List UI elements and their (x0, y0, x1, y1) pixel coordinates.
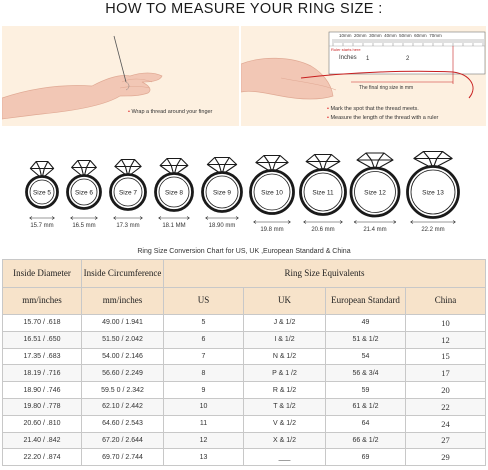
table-row (3, 365, 486, 382)
cell-china-size: 10 (406, 315, 486, 332)
ruler-inches-label: Inches (339, 55, 357, 61)
cell-european-size: 56 & 3/4 (326, 365, 406, 382)
ring-size-label: Size 11 (312, 189, 334, 197)
diameter-arrow (304, 221, 343, 224)
cell-inside-circumference: 51.50 / 2.042 (82, 331, 164, 348)
diameter-arrow (159, 217, 190, 220)
cell-uk-size: J & 1/2 (244, 315, 326, 332)
table-row (3, 449, 486, 466)
ring-size-9 (203, 158, 242, 230)
ring-size-label: Size 8 (164, 189, 184, 197)
cell-european-size: 54 (326, 348, 406, 365)
table-row (3, 315, 486, 332)
ring-size-10 (251, 156, 294, 234)
cell-inside-diameter: 22.20 / .874 (3, 449, 82, 466)
ring-diameter-label: 17.3 mm (116, 223, 140, 229)
table-row (3, 398, 486, 415)
ring-size-label: Size 12 (364, 189, 386, 197)
ring-size-12 (351, 153, 399, 233)
header-inside-circumference: Inside Circumference (82, 260, 164, 288)
cell-european-size: 64 (326, 415, 406, 432)
cell-inside-circumference: 64.60 / 2.543 (82, 415, 164, 432)
diameter-arrow (114, 217, 143, 220)
cell-inside-diameter: 20.60 / .810 (3, 415, 82, 432)
table-row (3, 382, 486, 399)
diameter-arrow (354, 221, 396, 224)
header-uk: UK (244, 288, 326, 315)
page-title: HOW TO MEASURE YOUR RING SIZE : (105, 1, 383, 17)
table-row (3, 331, 486, 348)
ruler-mm-labels: 10mm 20mm 30mm 40mm 50mm 60mm 70mm (339, 33, 442, 38)
table-row (3, 415, 486, 432)
cell-us-size: 8 (164, 365, 244, 382)
diameter-arrow (71, 217, 98, 220)
cell-uk-size: ___ (244, 449, 326, 466)
cell-european-size: 61 & 1/2 (326, 398, 406, 415)
final-size-label: The final ring size in mm (359, 85, 414, 91)
table-row (3, 432, 486, 449)
cell-inside-circumference: 56.60 / 2.249 (82, 365, 164, 382)
ring-diameter-label: 16.5 mm (72, 223, 96, 229)
ring-diameter-label: 19.8 mm (260, 227, 284, 233)
ring-diameter-label: 22.2 mm (421, 227, 445, 233)
cell-uk-size: V & 1/2 (244, 415, 326, 432)
ring-diameter-label: 21.4 mm (363, 227, 387, 233)
cell-china-size: 29 (406, 449, 486, 466)
cell-us-size: 5 (164, 315, 244, 332)
cell-european-size: 59 (326, 382, 406, 399)
header-inside-diameter: Inside Diameter (3, 260, 82, 288)
cell-inside-circumference: 69.70 / 2.744 (82, 449, 164, 466)
cell-china-size: 20 (406, 382, 486, 399)
cell-uk-size: X & 1/2 (244, 432, 326, 449)
cell-china-size: 17 (406, 365, 486, 382)
cell-uk-size: N & 1/2 (244, 348, 326, 365)
ruler-inch-1: 1 (366, 56, 370, 62)
diameter-arrow (30, 217, 55, 220)
cell-china-size: 24 (406, 415, 486, 432)
step-wrap-thread-panel (2, 26, 239, 126)
cell-us-size: 9 (164, 382, 244, 399)
cell-european-size: 69 (326, 449, 406, 466)
diameter-arrow (254, 221, 291, 224)
header-dia-units: mm/inches (3, 288, 82, 315)
cell-china-size: 27 (406, 432, 486, 449)
ring-size-label: Size 9 (212, 189, 232, 197)
ring-diameter-label: 15.7 mm (30, 223, 54, 229)
ring-size-label: Size 6 (74, 189, 94, 197)
conversion-chart-caption: Ring Size Conversion Chart for US, UK ,European Standard & China (137, 248, 351, 255)
cell-uk-size: T & 1/2 (244, 398, 326, 415)
ring-size-label: Size 13 (422, 189, 444, 197)
cell-inside-circumference: 62.10 / 2.442 (82, 398, 164, 415)
ring-size-11 (301, 155, 346, 234)
ring-size-13 (408, 152, 459, 234)
cell-us-size: 13 (164, 449, 244, 466)
ring-size-6 (68, 161, 101, 230)
wrap-thread-caption: • Wrap a thread around your finger (128, 109, 213, 115)
cell-inside-diameter: 19.80 / .778 (3, 398, 82, 415)
ruler-starts-label: Ruler starts here (331, 47, 361, 52)
cell-us-size: 10 (164, 398, 244, 415)
cell-european-size: 49 (326, 315, 406, 332)
cell-inside-diameter: 16.51 / .650 (3, 331, 82, 348)
cell-uk-size: I & 1/2 (244, 331, 326, 348)
cell-uk-size: R & 1/2 (244, 382, 326, 399)
header-ring-size-equivalents: Ring Size Equivalents (164, 260, 486, 288)
cell-us-size: 7 (164, 348, 244, 365)
cell-inside-diameter: 21.40 / .842 (3, 432, 82, 449)
header-european: European Standard (326, 288, 406, 315)
header-china: China (406, 288, 486, 315)
cell-china-size: 15 (406, 348, 486, 365)
cell-inside-diameter: 17.35 / .683 (3, 348, 82, 365)
cell-inside-circumference: 59.5 0 / 2.342 (82, 382, 164, 399)
ring-size-label: Size 10 (261, 189, 283, 197)
ring-size-5 (27, 162, 58, 230)
ring-diameter-label: 20.6 mm (311, 227, 335, 233)
cell-china-size: 22 (406, 398, 486, 415)
ring-size-label: Size 5 (32, 189, 52, 197)
ring-size-conversion-table (2, 259, 486, 466)
measure-length-caption: • Measure the length of the thread with a ruler (327, 115, 439, 121)
table-header-row-2 (3, 288, 486, 315)
step-measure-panel (241, 26, 486, 126)
cell-european-size: 51 & 1/2 (326, 331, 406, 348)
table-header-row-1 (3, 260, 486, 288)
cell-inside-diameter: 18.19 / .716 (3, 365, 82, 382)
cell-us-size: 11 (164, 415, 244, 432)
cell-european-size: 66 & 1/2 (326, 432, 406, 449)
header-us: US (164, 288, 244, 315)
cell-inside-circumference: 49.00 / 1.941 (82, 315, 164, 332)
cell-us-size: 6 (164, 331, 244, 348)
ring-diameter-label: 18.90 mm (208, 223, 236, 229)
table-row (3, 348, 486, 365)
ruler-inch-2: 2 (406, 56, 410, 62)
ring-size-label: Size 7 (118, 189, 138, 197)
ring-size-8 (156, 159, 193, 230)
cell-us-size: 12 (164, 432, 244, 449)
ring-size-illustrations (0, 140, 488, 240)
cell-inside-diameter: 18.90 / .746 (3, 382, 82, 399)
cell-inside-diameter: 15.70 / .618 (3, 315, 82, 332)
diameter-arrow (206, 217, 239, 220)
mark-spot-caption: • Mark the spot that the thread meets. (327, 106, 419, 112)
cell-uk-size: P & 1 /2 (244, 365, 326, 382)
cell-inside-circumference: 67.20 / 2.644 (82, 432, 164, 449)
cell-inside-circumference: 54.00 / 2.146 (82, 348, 164, 365)
cell-china-size: 12 (406, 331, 486, 348)
header-circ-units: mm/inches (82, 288, 164, 315)
ring-diameter-label: 18.1 MM (162, 223, 186, 229)
ring-size-7 (111, 160, 146, 230)
diameter-arrow (411, 221, 456, 224)
